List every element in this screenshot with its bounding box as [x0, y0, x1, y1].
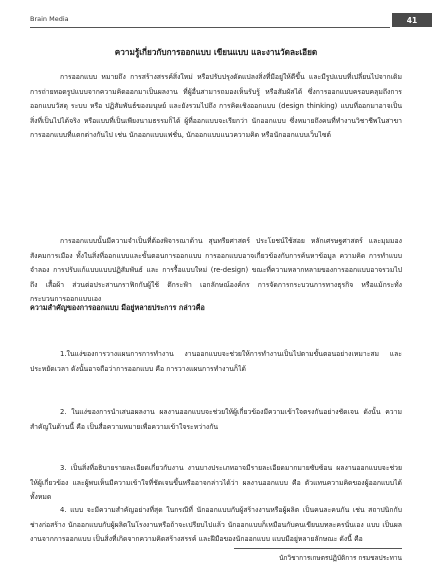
page-title: ความรู้เกี่ยวกับการออกแบบ เขียนแบบ และงานวัดละเอียด	[114, 47, 318, 57]
page-number-badge: 41	[392, 13, 432, 27]
list-item-4: 4. แบบ จะมีความสำคัญอย่างที่สุด ในกรณีที่ นักออกแบบกับผู้สร้างงานหรือผู้ผลิต เป็นคนละคนกัน เช่น สถาปนิกกับช่างก่อสร้าง นักออกแบบกับผู้ผลิตในโรงงานหรือถ้าจะเปรียบไปแล้ว นักออกแบบก็เหมือนกับคนเขียนบทละครนั่นเอง แบบ เป็นผลงานจากการออกแบบ เป็นสิ่งที่เกิดจากความคิดสร้างสรรค์ และฝีมือของนักออกแบบ แบบมีอยู่หลายลักษณะ ดังนี้ คือ	[30, 506, 402, 544]
footer-divider	[234, 548, 402, 549]
paragraph-design-definition: การออกแบบ หมายถึง การสร้างสรรค์สิ่งใหม่ หรือปรับปรุงดัดแปลงสิ่งที่มีอยู่ให้ดีขึ้น และมีรูปแบบที่เปลี่ยนไปจากเดิม การถ่ายทอดรูปแบบจากความคิดออกมาเป็นผลงาน ที่ผู้อื่นสามารถมองเห็นรับรู้ หรือสัมผัสได้ ซึ่งการออกแบบครอบคลุมถึงการออกแบบวัสดุ ระบบ หรือ ปฏิสัมพันธ์ของมนุษย์ และยังรวมไปถึง การคิดเชิงออกแบบ (design thinking) แบบที่ออกมาอาจเป็นสิ่งที่เป็นไปได้จริง หรือแบบที่เป็นเพียงนามธรรมก็ได้ ผู้ที่ออกแบบจะเรียกว่า นักออกแบบ ซึ่งหมายถึงคนที่ทำงานวิชาชีพในสาขาการออกแบบที่แตกต่างกันไป เช่น นักออกแบบแฟชั่น, นักออกแบบแนวความคิด หรือนักออกแบบเว็บไซต์	[30, 73, 402, 140]
list-item-2: 2. ในแง่ของการนำเสนอผลงาน ผลงานออกแบบจะช่วยให้ผู้เกี่ยวข้องมีความเข้าใจตรงกันอย่างชัดเจน ดังนั้น ความสำคัญในด้านนี้ คือ เป็นสื่อความหมายเพื่อความเข้าใจระหว่างกัน	[30, 408, 402, 431]
section-heading: ความสำคัญของการออกแบบ มีอยู่หลายประการ กล่าวคือ	[30, 303, 205, 312]
list-item-1: 1.ในแง่ของการวางแผนการการทำงาน งานออกแบบจะช่วยให้การทำงานเป็นไปตามขั้นตอนอย่างเหมาะสม และประหยัดเวลา ดังนั้นอาจถือว่าการออกแบบ คือ การวางแผนการทำงานก็ได้	[30, 350, 402, 373]
publisher-name: Brain Media	[30, 15, 69, 23]
paragraph-design-considerations: การออกแบบนั้นมีความจำเป็นที่ต้องพิจารณาด้าน สุนทรียศาสตร์ ประโยชน์ใช้สอย หลักเศรษฐศาสตร์ และมุมมองสังคมการเมือง ทั้งในสิ่งที่ออกแบบและขั้นตอนการออกแบบ การออกแบบอาจเกี่ยวข้องกับการค้นหาข้อมูล ความคิด การทำแบบจำลอง การปรับแก้แบบแบบปฏิสัมพันธ์ และ การรื้อแบบใหม่ (re-design) ขณะที่ความหลากหลายของการออกแบบอาจรวมไปถึง เสื้อผ้า ส่วนต่อประสานกราฟิกกับผู้ใช้ ตึกระฟ้า เอกลักษณ์องค์กร การจัดการกระบวนการทางธุรกิจ หรือแม้กระทั่งกระบวนการออกแบบเอง	[30, 237, 402, 304]
header-divider	[30, 27, 390, 28]
footer-text: นักวิชาการเกษตรปฏิบัติการ กรมชลประทาน	[279, 554, 402, 562]
list-item-3: 3. เป็นสิ่งที่อธิบายรายละเอียดเกี่ยวกับงาน งานบางประเภทอาจมีรายละเอียดมากมายซับซ้อน ผลงานออกแบบจะช่วยให้ผู้เกี่ยวข้อง และผู้พบเห็นมีความเข้าใจที่ชัดเจนขึ้นหรืออาจกล่าวได้ว่า ผลงานออกแบบ คือ ตัวแทนความคิดของผู้ออกแบบได้ทั้งหมด	[30, 464, 402, 502]
